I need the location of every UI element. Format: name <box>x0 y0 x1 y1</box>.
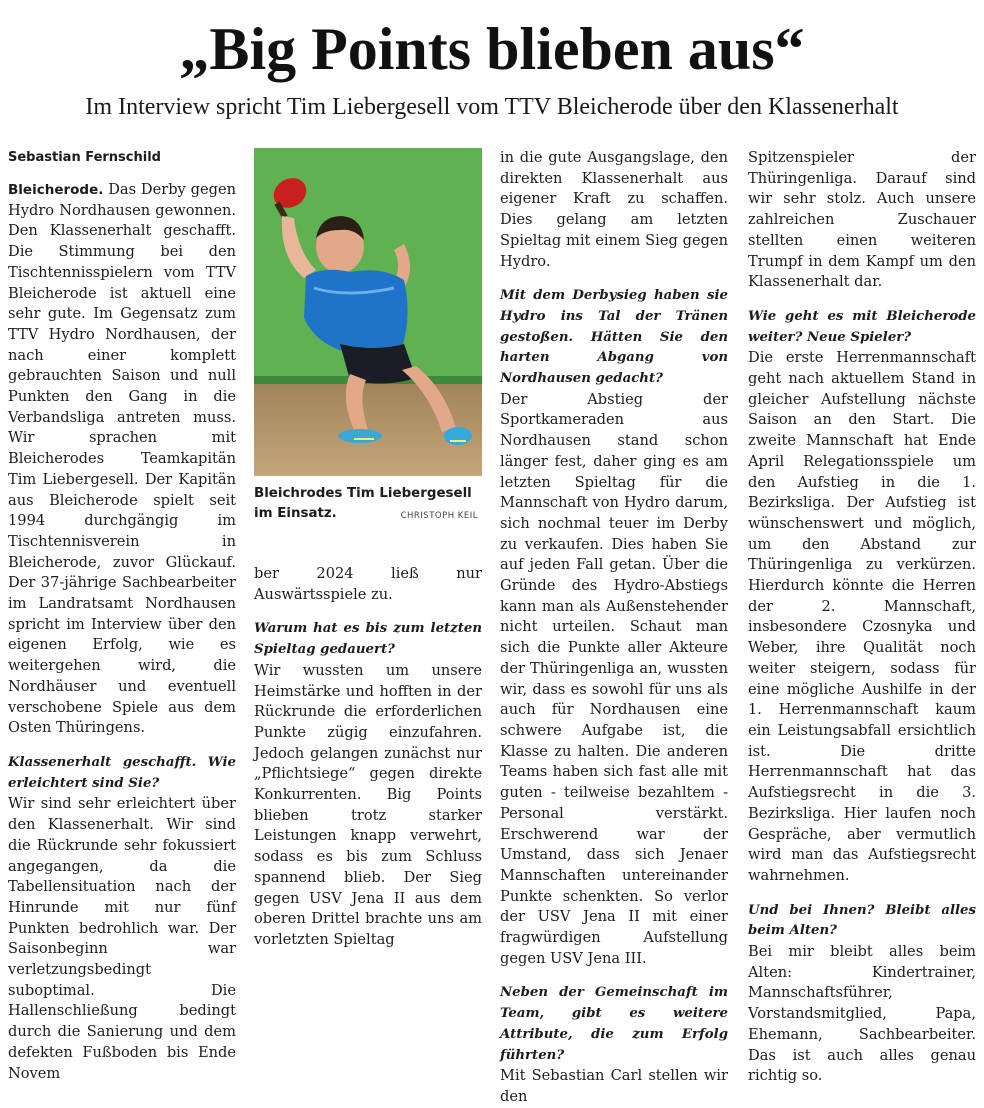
question-1: Klassenerhalt geschafft. Wie erleichtert sind Sie? <box>8 754 236 791</box>
dateline: Bleicherode. <box>8 182 104 198</box>
answer-1-part-2: ber 2024 ließ nur Auswärtsspiele zu. <box>254 565 482 603</box>
subheadline: Im Interview spricht Tim Liebergesell vom TTV Bleicherode über den Klassenerhalt <box>85 94 899 120</box>
author-byline: Sebastian Fernschild <box>8 150 161 165</box>
question-5: Wie geht es mit Bleicherode weiter? Neue Spieler? <box>748 308 976 345</box>
photo-illustration <box>254 148 482 476</box>
column-1 <box>8 148 236 1084</box>
answer-5: Die erste Herrenmannschaft geht nach aktuellem Stand in gleicher Aufstellung nächste Saison an den Start. Die zweite Mannschaft hat Ende April Relegationsspiele um den Aufstieg in die 1. Bezirksliga. Der Aufstieg ist wünschenswert und möglich, um den Abstand zur Thüringenliga zu verkürzen. Hierdurch könnte die Herren der 2. Mannschaft, insbesondere Czosnyka und Weber, ihre Qualität noch weiter steigern, sodass für eine mögliche Aushilfe in der 1. Herrenmannschaft kaum ein Leistungsabfall ersichtlich ist. Die dritte Herrenmannschaft hat das Aufstiegsrecht in die 3. Bezirksliga. Hier laufen noch Gespräche, aber vermutlich wird man das Aufstiegsrecht wahrnehmen. <box>748 349 976 884</box>
answer-4-part-1: Mit Sebastian Carl stellen wir den <box>500 1067 728 1105</box>
photo-caption-block <box>254 484 482 564</box>
question-3: Mit dem Derbysieg haben sie Hydro ins Tal der Tränen gestoßen. Hätten Sie den harten Abgang von Nordhausen gedacht? <box>500 288 728 387</box>
photo-credit: CHRISTOPH KEIL <box>400 511 478 521</box>
column-3 <box>500 148 728 1108</box>
column-4 <box>748 148 976 1087</box>
column-2 <box>254 148 482 951</box>
question-2: Warum hat es bis zum letzten Spieltag gedauert? <box>254 621 482 658</box>
answer-2-part-1: Wir wussten um unsere Heimstärke und hofften in der Rückrunde die erforderlichen Punkte zügig einzufahren. Jedoch gelangen zunächst nur „Pflichtsiege“ gegen direkte Konkurrenten. Big Points blieben trotz starker Leistungen knapp verwehrt, sodass es bis zum Schluss spannend blieb. Der Sieg gegen USV Jena II aus dem oberen Drittel brachte uns am vorletzten Spieltag <box>254 661 482 948</box>
table-tennis-player-photo <box>254 148 482 476</box>
answer-3: Der Abstieg der Sportkameraden aus Nordhausen stand schon länger fest, daher ging es am letzten Spieltag für die Mannschaft von Hydro darum, sich nochmal teuer im Derby zu verkaufen. Dies haben Sie auf jeden Fall getan. Über die Gründe des Hydro-Abstiegs kann man als Außenstehender nicht urteilen. Schaut man sich die Punkte aller Akteure der Thüringenliga an, wussten wir, dass es sowohl für uns als auch für Nordhausen eine schwere Aufgabe ist, die Klasse zu halten. Die anderen Teams haben sich fast alle mit guten - teilweise bezahltem - Personal verstärkt. Erschwerend war der Umstand, dass sich Jenaer Mannschaften untereinander Punkte schenkten. So verlor der USV Jena II mit einer fragwürdigen Aufstellung gegen USV Jena III. <box>500 390 728 967</box>
question-6: Und bei Ihnen? Bleibt alles beim Alten? <box>748 902 976 939</box>
intro-text: Das Derby gegen Hydro Nordhausen gewonnen. Den Klassenerhalt geschafft. Die Stimmung bei den Tischtennisspielern vom TTV Bleicherode ist aktuell eine sehr gute. Im Gegensatz zum TTV Hydro Nordhausen, der nach einer komplett gebrauchten Saison und null Punkten den Gang in die Verbandsliga antreten muss. Wir sprachen mit Bleicherodes Teamkapitän Tim Liebergesell. Der Kapitän aus Bleicherode spielt seit 1994 durchgängig im Tischtennisverein in Bleicherode, zuvor Glückauf. Der 37-jährige Sachbearbeiter im Landratsamt Nordhausen spricht im Interview über den eigenen Erfolg, wie es weitergehen wird, die Nordhäuser und eventuell verschobene Spiele aus dem Osten Thüringens. <box>8 181 236 737</box>
photo-caption: Bleichrodes Tim Liebergesell im Einsatz. <box>254 486 472 521</box>
intro-paragraph <box>8 180 236 739</box>
headline: „Big Points blieben aus“ <box>179 16 805 82</box>
answer-4-part-2: Spitzenspieler der Thüringenliga. Darauf sind wir sehr stolz. Auch unsere zahlreichen Zuschauer stellten einen weiteren Trumpf in dem Kampf um den Klassenerhalt dar. <box>748 149 976 291</box>
answer-1-part-1: Wir sind sehr erleichtert über den Klassenerhalt. Wir sind die Rückrunde sehr fokussiert angegangen, da die Tabellensituation nach der Hinrunde mit nur fünf Punkten bedrohlich war. Der Saisonbeginn war verletzungsbedingt suboptimal. Die Hallenschließung bedingt durch die Sanierung und dem defekten Fußboden bis Ende Novem <box>8 795 236 1082</box>
answer-6: Bei mir bleibt alles beim Alten: Kindertrainer, Mannschaftsführer, Vorstandsmitglied, Papa, Ehemann, Sachbearbeiter. Das ist auch alles genau richtig so. <box>748 943 976 1085</box>
question-4: Neben der Gemeinschaft im Team, gibt es weitere Attribute, die zum Erfolg führten? <box>500 985 728 1063</box>
answer-2-part-2: in die gute Ausgangslage, den direkten Klassenerhalt aus eigener Kraft zu schaffen. Dies gelang am letzten Spieltag mit einem Sieg gegen Hydro. <box>500 149 728 270</box>
